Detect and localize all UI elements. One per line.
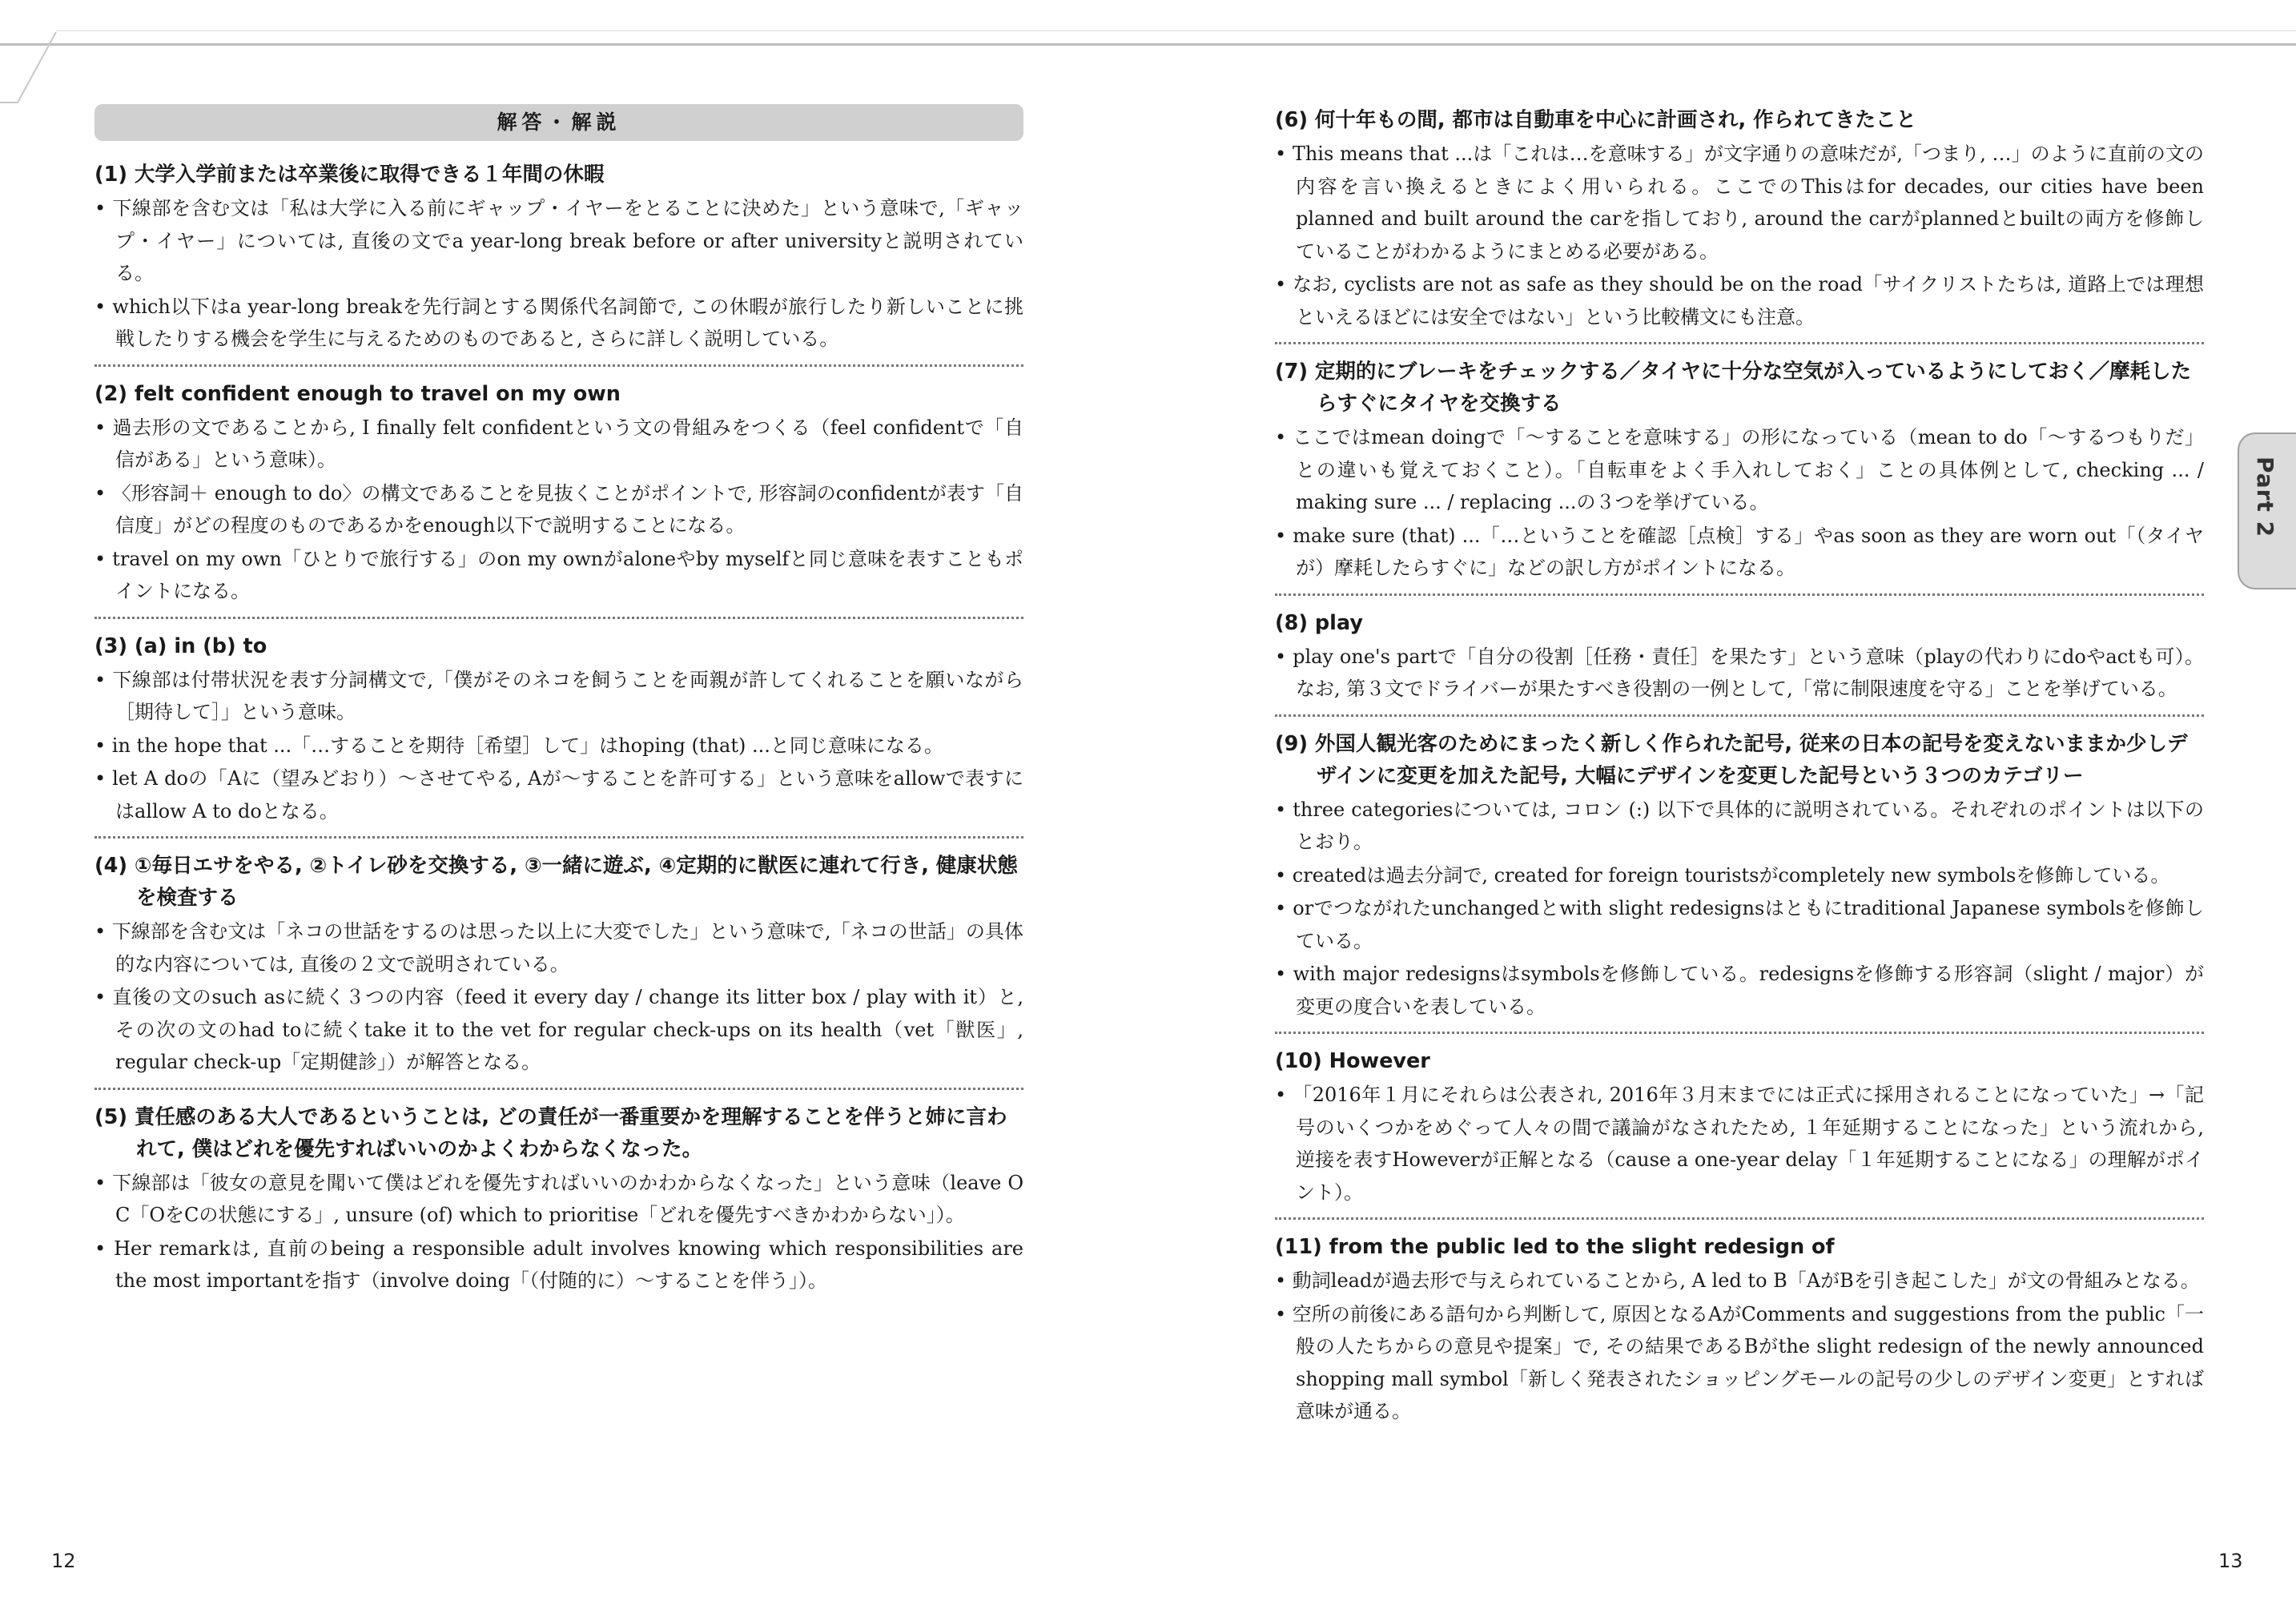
question-heading: (6) 何十年もの間, 都市は自動車を中心に計画され, 作られてきたこと <box>1275 108 1917 132</box>
header-thin-rule <box>56 30 2296 31</box>
answer-section <box>94 850 1023 1090</box>
explanation-bullet: • let A doの「Aに（望みどおり）～させてやる, Aが～することを許可する」という意味をallowで表すにはallow A to doとなる。 <box>94 767 1023 823</box>
right-page <box>1275 104 2204 1448</box>
question-heading: (3) (a) in (b) to <box>94 634 267 658</box>
explanation-bullet: • 下線部は「彼女の意見を聞いて僕はどれを優先すればいいのかわからなくなった」という意味（leave O C「OをCの状態にする」, unsure (of) which to prioritise「どれを優先すべきかわからない」）。 <box>94 1171 1023 1226</box>
answer-section <box>1275 1231 2204 1437</box>
question-heading: (11) from the public led to the slight redesign of <box>1275 1235 1835 1259</box>
answer-section <box>1275 607 2204 717</box>
answer-section <box>94 159 1023 367</box>
explanation-bullet: • 下線部は付帯状況を表す分詞構文で,「僕がそのネコを飼うことを両親が許してくれることを願いながら［期待して］」という意味。 <box>94 668 1023 723</box>
left-page <box>94 104 1023 1317</box>
explanation-bullet: • play one's partで「自分の役割［任務・責任］を果たす」という意味（playの代わりにdoやactも可）。なお, 第３文でドライバーが果たすべき役割の一例として,「常に制限速度を守る」ことを挙げている。 <box>1275 645 2204 700</box>
answer-section <box>1275 728 2204 1035</box>
question-heading: (10) However <box>1275 1049 1430 1073</box>
question-heading: (9) 外国人観光客のためにまったく新しく作られた記号, 従来の日本の記号を変えないままか少しデザインに変更を加えた記号, 大幅にデザインを変更した記号という３つのカテゴリー <box>1275 731 2188 788</box>
answer-section <box>94 1101 1023 1306</box>
explanation-bullet: • 空所の前後にある語句から判断して, 原因となるAがComments and suggestions from the public「一般の人たちからの意見や提案」で, その結果であるBがthe slight redesign of the newly announced shopping mall symbol「新しく発表されたショッピングモールの記号の少しのデザイン変更」とすれば意味が通る。 <box>1275 1302 2205 1422</box>
explanation-bullet: • 〈形容詞＋ enough to do〉の構文であることを見抜くことがポイントで, 形容詞のconfidentが表す「自信度」がどの程度のものであるかをenough以下で説明することになる。 <box>94 481 1023 537</box>
question-heading: (4) ①毎日エサをやる, ②トイレ砂を交換する, ③一緒に遊ぶ, ④定期的に獣医に連れて行き, 健康状態を検査する <box>94 854 1018 910</box>
explanation-bullet: • Her remarkは, 直前のbeing a responsible adult involves knowing which responsibilities are the most importantを指す（involve doing「（付随的に）～することを伴う」）。 <box>94 1237 1023 1292</box>
explanation-bullet: • 過去形の文であることから, I finally felt confidentという文の骨組みをつくる（feel confidentで「自信がある」という意味）。 <box>94 416 1023 471</box>
answer-section <box>1275 1045 2204 1220</box>
question-heading: (8) play <box>1275 610 1363 635</box>
explanation-bullet: • なお, cyclists are not as safe as they should be on the road「サイクリストたちは, 道路上では理想といえるほどには安全ではない」という比較構文にも注意。 <box>1275 273 2204 328</box>
page-number-left: 12 <box>51 1550 76 1572</box>
right-sections <box>1275 104 2204 1437</box>
explanation-bullet: • in the hope that ...「…することを期待［希望］して」はhoping (that) ...と同じ意味になる。 <box>94 734 943 757</box>
part-tab <box>2238 432 2296 589</box>
explanation-bullet: • This means that ...は「これは…を意味する」が文字通りの意味だが,「つまり, …」のように直前の文の内容を言い換えるときによく用いられる。ここでのThisはfor decades, our cities have been planned and built around the carを指しており, around the carがplannedとbuiltの両方を修飾していることがわかるようにまとめる必要がある。 <box>1275 143 2204 263</box>
page-number-right: 13 <box>2218 1550 2243 1572</box>
question-heading: (1) 大学入学前または卒業後に取得できる１年間の休暇 <box>94 163 605 187</box>
question-heading: (5) 責任感のある大人であるということは, どの責任が一番重要かを理解することを伴うと姉に言われて, 僕はどれを優先すればいいのかよくわからなくなった。 <box>94 1104 1007 1161</box>
explanation-bullet: • ここではmean doingで「～することを意味する」の形になっている（mean to do「～するつもりだ」との違いも覚えておくこと）。「自転車をよく手入れしておく」ことの具体例として, checking ... / making sure ... / replacing ...の３つを挙げている。 <box>1275 426 2204 513</box>
question-heading: (7) 定期的にブレーキをチェックする／タイヤに十分な空気が入っているようにしておく／摩耗したらすぐにタイヤを交換する <box>1275 360 2192 416</box>
explanation-bullet: • 下線部を含む文は「私は大学に入る前にギャップ・イヤーをとることに決めた」という意味で,「ギャップ・イヤー」については, 直後の文でa year-long break before or after universityと説明されている。 <box>94 197 1023 284</box>
answer-section <box>94 630 1023 839</box>
answer-banner: 解答・解説 <box>94 104 1023 141</box>
answer-section <box>1275 356 2204 596</box>
part-tab-label: Part 2 <box>2252 457 2278 538</box>
explanation-bullet: • travel on my own「ひとりで旅行する」のon my ownがaloneやby myselfと同じ意味を表すこともポイントになる。 <box>94 547 1023 602</box>
explanation-bullet: • 「2016年１月にそれらは公表され, 2016年３月末までには正式に採用されることになっていた」→「記号のいくつかをめぐって人々の間で議論がなされたため, １年延期することになった」という流れから, 逆接を表すHoweverが正解となる（cause a one-year delay「１年延期することになる」の理解がポイント）。 <box>1275 1084 2204 1204</box>
explanation-bullet: • 直後の文のsuch asに続く３つの内容（feed it every day / change its litter box / play with it）と, その次の文のhad toに続くtake it to the vet for regular check-ups on its health（vet「獣医」, regular check-up「定期健診」）が解答となる。 <box>94 986 1023 1073</box>
explanation-bullet: • which以下はa year-long breakを先行詞とする関係代名詞節で, この休暇が旅行したり新しいことに挑戦したりする機会を学生に与えるためのものであると, さらに詳しく説明している。 <box>94 295 1023 350</box>
left-sections <box>94 159 1023 1306</box>
explanation-bullet: • make sure (that) ...「…ということを確認［点検］する」やas soon as they are worn out「（タイヤが）摩耗したらすぐに」などの訳し方がポイントになる。 <box>1275 524 2204 579</box>
explanation-bullet: • 下線部を含む文は「ネコの世話をするのは思った以上に大変でした」という意味で,「ネコの世話」の具体的な内容については, 直後の２文で説明されている。 <box>94 920 1023 975</box>
explanation-bullet: • with major redesignsはsymbolsを修飾している。redesignsを修飾する形容詞（slight / major）が変更の度合いを表している。 <box>1275 963 2204 1018</box>
header-rule <box>0 43 2296 46</box>
corner-decoration <box>0 0 96 112</box>
explanation-bullet: • 動詞leadが過去形で与えられていることから, A led to B「AがBを引き起こした」が文の骨組みとなる。 <box>1275 1269 2200 1292</box>
answer-section <box>1275 104 2204 344</box>
explanation-bullet: • orでつながれたunchangedとwith slight redesignsはともにtraditional Japanese symbolsを修飾している。 <box>1275 897 2204 952</box>
explanation-bullet: • three categoriesについては, コロン (:) 以下で具体的に説明されている。それぞれのポイントは以下のとおり。 <box>1275 798 2204 853</box>
explanation-bullet: • createdは過去分詞で, created for foreign touristsがcompletely new symbolsを修飾している。 <box>1275 863 2170 887</box>
answer-section <box>94 378 1023 619</box>
question-heading: (2) felt confident enough to travel on my own <box>94 381 621 406</box>
